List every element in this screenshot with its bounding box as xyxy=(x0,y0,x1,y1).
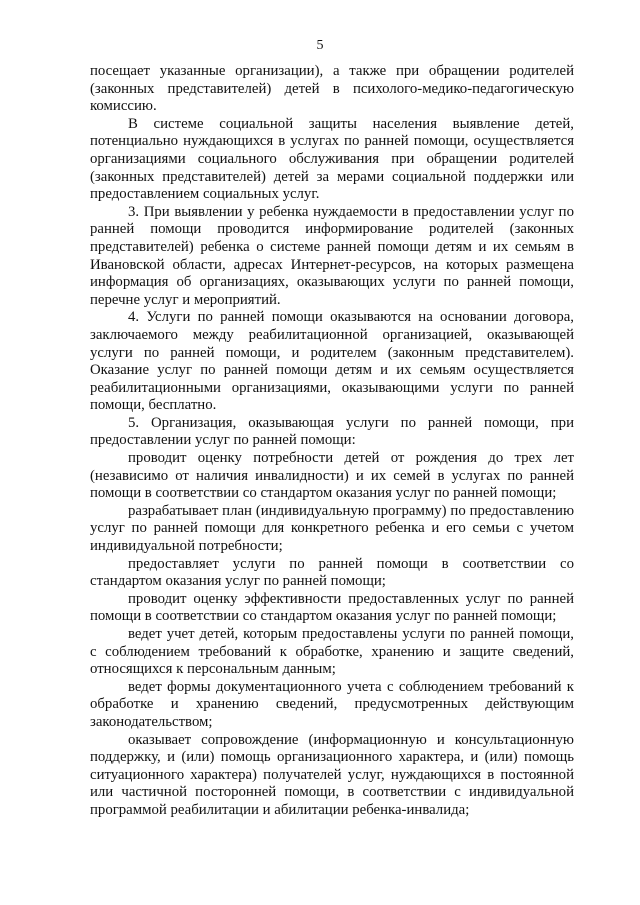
paragraph-item-5: 5. Организация, оказывающая услуги по ранней помощи, при предоставлении услуг по ранней помощи: xyxy=(90,414,574,449)
list-item-provide-services: предоставляет услуги по ранней помощи в соответствии со стандартом оказания услуг по ранней помощи; xyxy=(90,555,574,590)
paragraph-item-4: 4. Услуги по ранней помощи оказываются на основании договора, заключаемого между реабилитационной организацией, оказывающей услуги по ранней помощи, и родителем (законным представителем). Оказание услуг по ранней помощи детям и их семьям осуществляется реабилитационными организациями, оказывающими услуги по ранней помощи, бесплатно. xyxy=(90,309,574,414)
document-body xyxy=(90,63,574,820)
list-item-support: оказывает сопровождение (информационную и консультационную поддержку, и (или) помощь организационного характера, и (или) помощь ситуационного характера) получателей услуг, нуждающихся в постоянной или частичной посторонней помощи, в соответствии с индивидуальной программой реабилитации и абилитации ребенка-инвалида; xyxy=(90,731,574,818)
list-item-evaluate-effectiveness: проводит оценку эффективности предоставленных услуг по ранней помощи в соответствии со стандартом оказания услуг по ранней помощи; xyxy=(90,590,574,625)
paragraph-continuation: посещает указанные организации), а также при обращении родителей (законных представителей) детей в психолого-медико-педагогическую комиссию. xyxy=(90,63,574,115)
page-number: 5 xyxy=(316,38,324,53)
paragraph-social-protection: В системе социальной защиты населения выявление детей, потенциально нуждающихся в услугах по ранней помощи, осуществляется организациями социального обслуживания при обращении родителей (законных представителей) детей за мерами социальной поддержки или предоставлением социальных услуг. xyxy=(90,115,574,203)
list-item-develop-plan: разрабатывает план (индивидуальную программу) по предоставлению услуг по ранней помощи для конкретного ребенка и его семьи с учетом индивидуальной потребности; xyxy=(90,502,574,555)
paragraph-item-3: 3. При выявлении у ребенка нуждаемости в предоставлении услуг по ранней помощи проводится информирование родителей (законных представителей) ребенка о системе ранней помощи детям и их семьям в Ивановской области, адресах Интернет-ресурсов, на которых размещена информация об организациях, оказывающих услуги по ранней помощи, перечне услуг и мероприятий. xyxy=(90,203,574,308)
list-item-record-keeping: ведет учет детей, которым предоставлены услуги по ранней помощи, с соблюдением требований к обработке, хранению и защите сведений, относящихся к персональным данным; xyxy=(90,626,574,678)
list-item-needs-assessment: проводит оценку потребности детей от рождения до трех лет (независимо от наличия инвалидности) и их семей в услугах по ранней помощи в соответствии со стандартом оказания услуг по ранней помощи; xyxy=(90,450,574,502)
list-item-documentation-forms: ведет формы документационного учета с соблюдением требований к обработке и хранению сведений, предусмотренных действующим законодательством; xyxy=(90,678,574,730)
